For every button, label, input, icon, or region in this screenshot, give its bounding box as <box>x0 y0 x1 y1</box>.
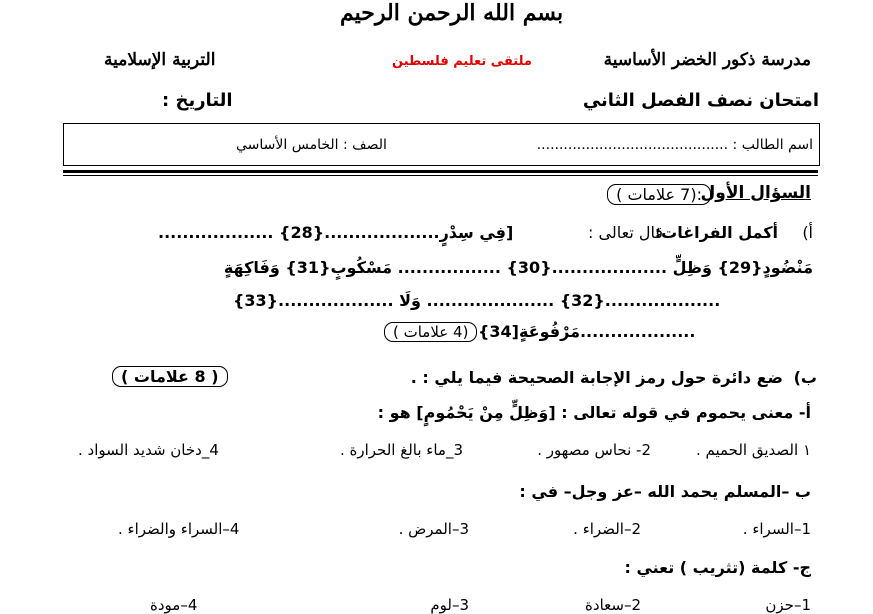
exam-title: امتحان نصف الفصل الثاني <box>582 90 819 111</box>
mcq2-option-2[interactable]: 2–الضراء . <box>573 520 641 538</box>
verse-line-1: [فِي سِدْرٍ...................{28} ................... <box>158 223 514 242</box>
mcq3-option-4[interactable]: 4–مودة <box>150 596 198 614</box>
site-name: ملتقى تعليم فلسطين <box>392 54 532 69</box>
mcq2-option-3[interactable]: 3–المرض . <box>398 520 469 538</box>
verse-line-4: ...................مَرْفُوعَةٍ[34} <box>478 322 696 341</box>
mcq1-option-3[interactable]: 3_ماء بالغ الحرارة . <box>339 441 463 459</box>
student-name-label: اسم الطالب : ........................................... <box>536 137 813 153</box>
mcq3-option-3[interactable]: 3–لوم <box>430 596 469 614</box>
mcq-question-1: أ- معنى يحموم في قوله تعالى : [وَظِلٍّ مِنْ يَحْمُومٍ] هو : <box>377 403 811 422</box>
class-label: الصف : الخامس الأساسي <box>236 137 387 153</box>
mcq-question-3: ج- كلمة (تثريب ) تعني : <box>624 558 811 577</box>
part-b-label: ب) <box>793 368 817 387</box>
part-b-marks <box>112 366 228 387</box>
mcq1-option-4[interactable]: 4_دخان شديد السواد . <box>78 441 219 459</box>
mcq2-option-1[interactable]: 1–السراء . <box>742 520 811 538</box>
mcq3-option-1[interactable]: 1–حزن <box>765 596 811 614</box>
separator-line-thin <box>63 175 818 176</box>
mcq2-option-4[interactable]: 4–السراء والضراء . <box>118 520 240 538</box>
verse-line-3: ...................{32} ..................... وَلَا ...................{33} <box>233 291 721 310</box>
part-a-marks-box: (4 علامات ) <box>384 322 477 342</box>
part-a-intro: قال تعالى : <box>588 223 663 242</box>
part-b-marks-box: ( 8 علامات ) <box>112 366 228 387</box>
subject-name: التربية الإسلامية <box>104 50 216 70</box>
q1-marks <box>607 184 711 205</box>
school-name: مدرسة ذكور الخضر الأساسية <box>603 50 811 70</box>
separator-line <box>63 170 818 173</box>
verse-line-2: مَنْضُودٍ{29} وَظِلٍّ ...................{30} ................. مَسْكُوبٍ{31} وَفَاكِهَةٍ <box>223 258 813 277</box>
mcq3-option-2[interactable]: 2–سعادة <box>585 596 641 614</box>
mcq-question-2: ب –المسلم يحمد الله –عز وجل– في : <box>519 482 811 501</box>
mcq1-option-1[interactable]: ١ الصديق الحميم . <box>695 441 811 459</box>
part-a-label: أ) <box>802 223 813 242</box>
part-a-heading: أكمل الفراغات: <box>654 223 778 242</box>
part-a-marks <box>384 322 477 342</box>
mcq1-option-2[interactable]: 2- نحاس مصهور . <box>537 441 651 459</box>
date-label: التاريخ : <box>162 90 233 111</box>
part-b-heading: ضع دائرة حول رمز الإجابة الصحيحة فيما يلي : . <box>410 368 783 387</box>
basmala: بسم الله الرحمن الرحيم <box>340 0 564 26</box>
q1-title: السؤال الأول <box>700 183 811 203</box>
q1-marks-box: :(7 علامات ) <box>607 184 711 205</box>
